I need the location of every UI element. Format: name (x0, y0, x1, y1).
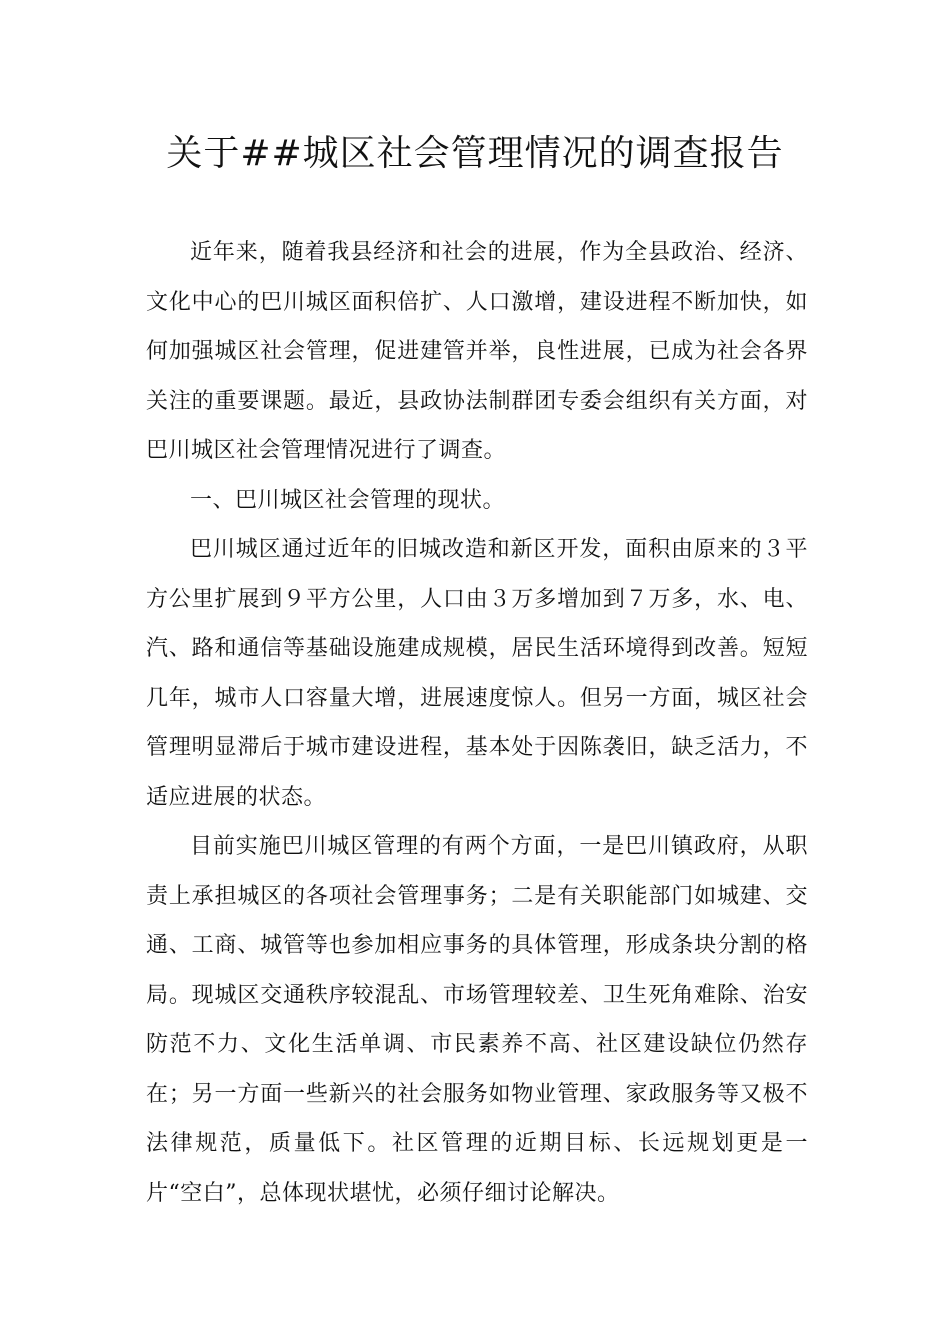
paragraph-expansion: 巴川城区通过近年的旧城改造和新区开发，面积由原来的３平方公里扩展到９平方公里，人口由３万多增加到７万多，水、电、汽、路和通信等基础设施建成规模，居民生活环境得到改善。短短几年，城市人口容量大增，进展速度惊人。但另一方面，城区社会管理明显滞后于城市建设进程，基本处于因陈袭旧，缺乏活力，不适应进展的状态。 (146, 537, 808, 810)
section-heading-current-status: 一、巴川城区社会管理的现状。 (190, 487, 506, 513)
document-title: 关于##城区社会管理情况的调查报告 (166, 133, 784, 174)
paragraph-intro: 近年来，随着我县经济和社会的进展，作为全县政治、经济、文化中心的巴川城区面积倍扩、人口激增，建设进程不断加快，如何加强城区社会管理，促进建管并举，良性进展，已成为社会各界关注的重要课题。最近，县政协法制群团专委会组织有关方面，对巴川城区社会管理情况进行了调查。 (146, 240, 808, 463)
document-body (146, 228, 808, 1218)
paragraph-management: 目前实施巴川城区管理的有两个方面，一是巴川镇政府，从职责上承担城区的各项社会管理事务；二是有关职能部门如城建、交通、工商、城管等也参加相应事务的具体管理，形成条块分割的格局。现城区交通秩序较混乱、市场管理较差、卫生死角难除、治安防范不力、文化生活单调、市民素养不高、社区建设缺位仍然存在；另一方面一些新兴的社会服务如物业管理、家政服务等又极不法律规范，质量低下。社区管理的近期目标、长远规划更是一片“空白”，总体现状堪忧，必须仔细讨论解决。 (146, 834, 808, 1206)
